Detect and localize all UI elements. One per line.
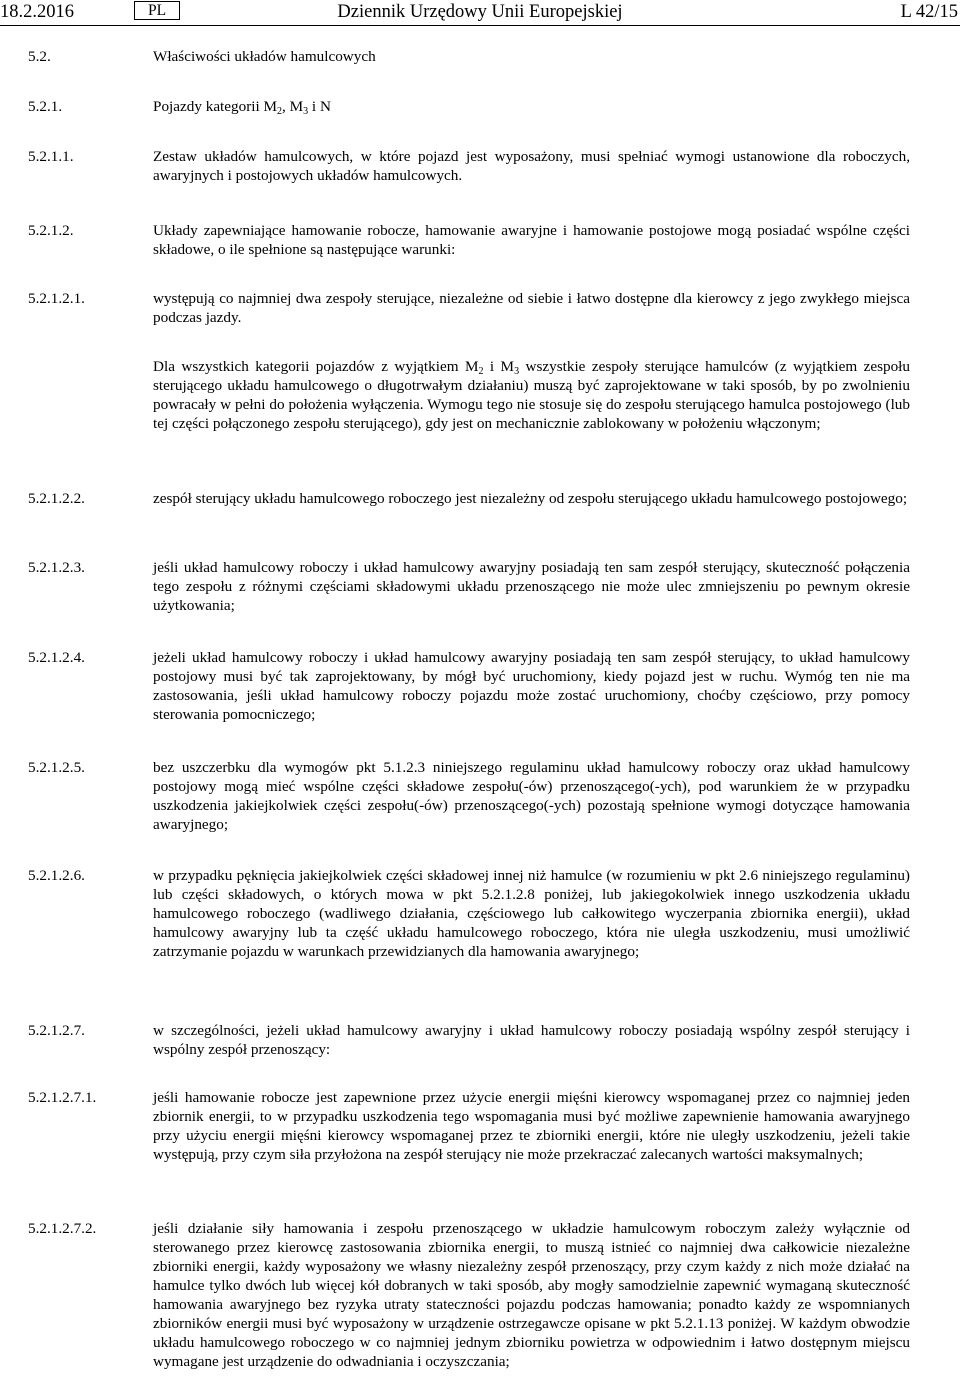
section-number: 5.2.1.2. [28,222,74,239]
section-paragraph: w przypadku pęknięcia jakiejkolwiek części składowej innej niż hamulce (w rozumieniu w pkt 2.6 niniejszego regulaminu) lub części składowych, o których mowa w pkt 5.2.1.2.8 poniżej, lub jakiegokolwiek innego uszkodzenia układu hamulcowego roboczego (wadliwego działania, częściowego lub całkowitego wyczerpania zbiornika energii), układ hamulcowy awaryjny lub ta część układu hamulcowego roboczego, która nie uległa uszkodzeniu, musi umożliwić zatrzymanie pojazdu w warunkach przewidzianych dla hamowania awaryjnego; [153,867,910,960]
section-paragraph: zespół sterujący układu hamulcowego roboczego jest niezależny od zespołu sterującego układu hamulcowego postojowego; [153,490,908,507]
section-number: 5.2.1.2.7.1. [28,1089,97,1106]
journal-title: Dziennik Urzędowy Unii Europejskiej [337,2,623,22]
section-paragraph: Zestaw układów hamulcowych, w które pojazd jest wyposażony, musi spełniać wymogi ustanowione dla roboczych, awaryjnych i postojowych układów hamulcowych. [153,148,910,184]
section-paragraph: występują co najmniej dwa zespoły sterujące, niezależne od siebie i łatwo dostępne dla kierowcy z jego zwykłego miejsca podczas jazdy. [153,290,910,326]
header-rule [0,25,960,26]
section-number: 5.2.1.2.4. [28,649,85,666]
section-heading: Pojazdy kategorii $M_2$, $M_3$ i N [153,98,331,117]
section-number: 5.2.1.2.1. [28,290,85,307]
section-paragraph: jeśli hamowanie robocze jest zapewnione przez użycie energii mięśni kierowcy wspomaganej przez co najmniej jeden zbiornik energii, to w przypadku uszkodzenia tego wspomagania musi być możliwe zapewnienie hamowania awaryjnego przy użyciu energii mięśni kierowcy wspomaganej przez te zbiorniki energii, które nie uległy uszkodzeniu, jeżeli takie występują, przy czym siła przyłożona na zespół sterujący nie może przekraczać zalecanych wartości maksymalnych; [153,1089,910,1163]
section-number: 5.2.1.2.3. [28,559,85,576]
section-number: 5.2.1.2.6. [28,867,85,884]
journal-header [0,0,960,24]
language-badge: PL [134,1,180,20]
section-heading: Właściwości układów hamulcowych [153,48,376,65]
page-reference: L 42/15 [900,2,958,22]
section-number: 5.2.1.2.5. [28,759,85,776]
section-paragraph: jeżeli układ hamulcowy roboczy i układ hamulcowy awaryjny posiadają ten sam zespół sterujący, to układ hamulcowy postojowy musi być tak zaprojektowany, by mógł być uruchomiony, kiedy pojazd jest w ruchu. Wymóg ten nie ma zastosowania, jeśli układ hamulcowy roboczy pojazdu może zostać uruchomiony, choćby częściowo, przy pomocy sterowania pomocniczego; [153,649,910,723]
section-paragraph: jeśli działanie siły hamowania i zespołu przenoszącego w układzie hamulcowym roboczym zależy wyłącznie od sterowanego przez kierowcę zastosowania zbiornika energii, to muszą istnieć co najmniej dwa całkowicie niezależne zbiorniki energii, każdy wyposażony we własny niezależny zespół przenoszący, przy czym każdy z nich może działać na hamulce tylko dwóch lub więcej kół dobranych w taki sposób, aby mogły samodzielnie zapewnić wymaganą skuteczność hamowania awaryjnego bez ryzyka utraty stateczności pojazdu podczas hamowania; ponadto każdy ze wspomnianych zbiorników energii musi być wyposażony w urządzenie ostrzegawcze opisane w pkt 5.2.1.13 poniżej. W każdym obwodzie układu hamulcowego roboczego w co najmniej jednym zbiorniku powietrza w odpowiednim i łatwo dostępnym miejscu wymagane jest urządzenie do odwadniania i oczyszczania; [153,1220,910,1370]
section-paragraph: Układy zapewniające hamowanie robocze, hamowanie awaryjne i hamowanie postojowe mogą posiadać wspólne części składowe, o ile spełnione są następujące warunki: [153,222,910,258]
section-number: 5.2.1.2.2. [28,490,85,507]
section-number: 5.2. [28,48,51,65]
section-number: 5.2.1. [28,98,63,115]
section-paragraph: jeśli układ hamulcowy roboczy i układ hamulcowy awaryjny posiadają ten sam zespół sterujący, skuteczność połączenia tego zespołu z różnymi częściami składowymi układu przenoszącego nie może ulec zmniejszeniu po pewnym okresie użytkowania; [153,559,910,614]
section-paragraph: bez uszczerbku dla wymogów pkt 5.1.2.3 niniejszego regulaminu układ hamulcowy roboczy oraz układ hamulcowy postojowy mogą mieć wspólne części składowe zespołu(-ów) przenoszącego(-ych), pod warunkiem że w przypadku uszkodzenia jakiejkolwiek części zespołu(-ów) przenoszącego(-ych) pozostają spełnione wymogi dotyczące hamowania awaryjnego; [153,759,910,833]
section-number: 5.2.1.2.7.2. [28,1220,97,1237]
section-number: 5.2.1.1. [28,148,74,165]
header-date: 18.2.2016 [0,2,74,22]
section-number: 5.2.1.2.7. [28,1022,85,1039]
section-paragraph: w szczególności, jeżeli układ hamulcowy awaryjny i układ hamulcowy roboczy posiadają wspólny zespół sterujący i wspólny zespół przenoszący: [153,1022,910,1058]
continuation-paragraph: Dla wszystkich kategorii pojazdów z wyjątkiem $M_2$ i $M_3$ wszystkie zespoły sterujące hamulców (z wyjątkiem zespołu sterującego układu hamulcowego o długotrwałym działaniu) muszą być zaprojektowane w taki sposób, by po zwolnieniu powracały w pełni do położenia wyłączenia. Wymogu tego nie stosuje się do zespołu sterującego hamulca postojowego (lub tej części połączonego zespołu sterującego), gdy jest on mechanicznie zablokowany w położeniu włączonym; [153,358,910,432]
